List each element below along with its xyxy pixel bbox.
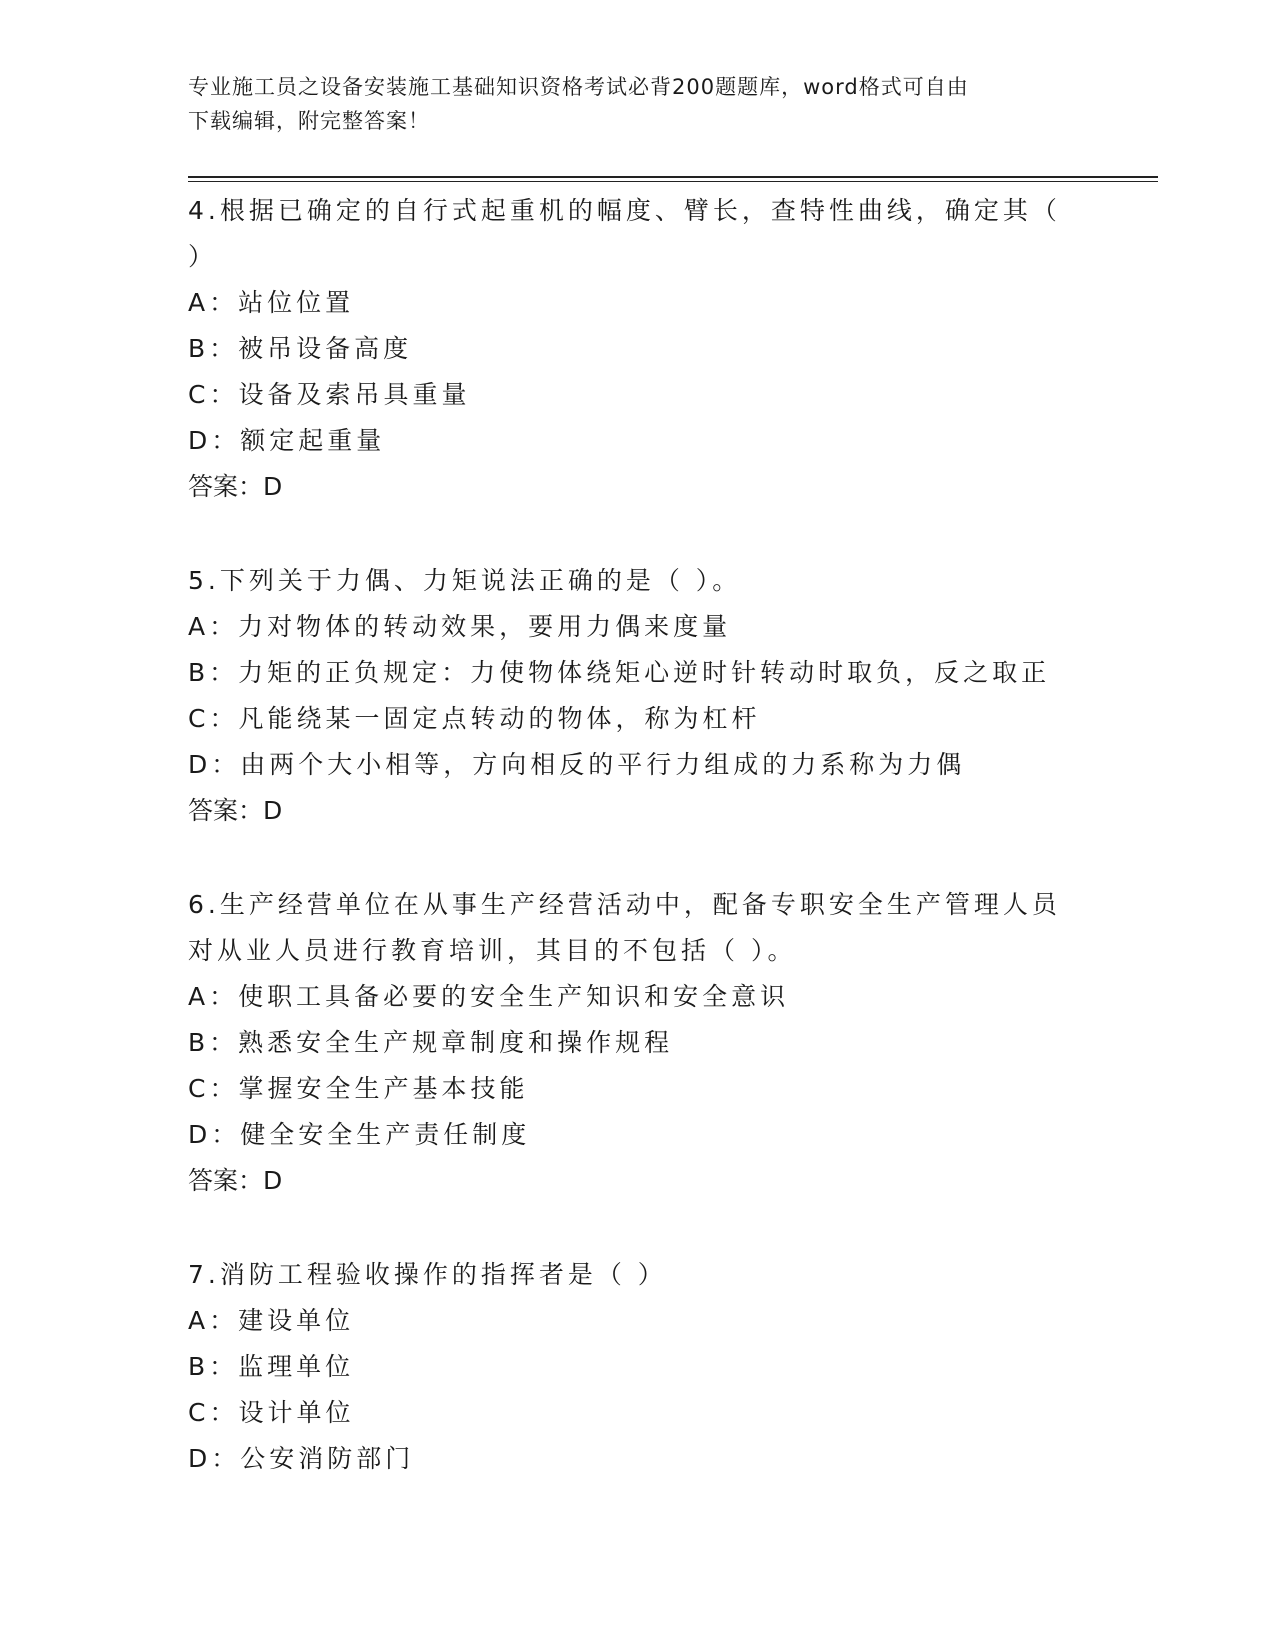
option-c: C：设备及索吊具重量 [188,380,471,409]
header-divider-thick [188,176,1158,178]
option-c: C：掌握安全生产基本技能 [188,1074,529,1103]
option-a: A：站位位置 [188,288,355,317]
option-b: B：监理单位 [188,1352,355,1381]
answer: 答案：D [188,1166,283,1195]
option-b: B：被吊设备高度 [188,334,413,363]
header-line-2: 下载编辑，附完整答案！ [188,109,430,133]
question-text: 5.下列关于力偶、力矩说法正确的是（ ）。 [188,566,742,595]
option-c: C：凡能绕某一固定点转动的物体，称为杠杆 [188,704,761,733]
question-text: 7.消防工程验收操作的指挥者是（ ） [188,1260,667,1289]
header-line-1: 专业施工员之设备安装施工基础知识资格考试必背200题题库，word格式可自由 [188,75,969,99]
question-5 [188,558,1158,834]
question-list [188,188,1158,1530]
question-7 [188,1252,1158,1482]
question-text-continued: 对从业人员进行教育培训，其目的不包括（ ）。 [188,936,797,965]
header-divider-thin [188,181,1158,182]
option-b: B：力矩的正负规定：力使物体绕矩心逆时针转动时取负，反之取正 [188,658,1051,687]
question-text: 4.根据已确定的自行式起重机的幅度、臂长，查特性曲线，确定其（ [188,196,1061,225]
answer: 答案：D [188,796,283,825]
option-d: D：由两个大小相等，方向相反的平行力组成的力系称为力偶 [188,750,966,779]
document-header [188,70,1088,138]
option-a: A：建设单位 [188,1306,355,1335]
answer: 答案：D [188,472,283,501]
option-a: A：使职工具备必要的安全生产知识和安全意识 [188,982,790,1011]
option-d: D：公安消防部门 [188,1444,415,1473]
option-b: B：熟悉安全生产规章制度和操作规程 [188,1028,674,1057]
option-c: C：设计单位 [188,1398,355,1427]
question-4 [188,188,1158,510]
question-text-continued: ） [188,242,218,271]
question-text: 6.生产经营单位在从事生产经营活动中，配备专职安全生产管理人员 [188,890,1061,919]
question-6 [188,882,1158,1204]
option-d: D：额定起重量 [188,426,386,455]
option-a: A：力对物体的转动效果，要用力偶来度量 [188,612,732,641]
option-d: D：健全安全生产责任制度 [188,1120,531,1149]
